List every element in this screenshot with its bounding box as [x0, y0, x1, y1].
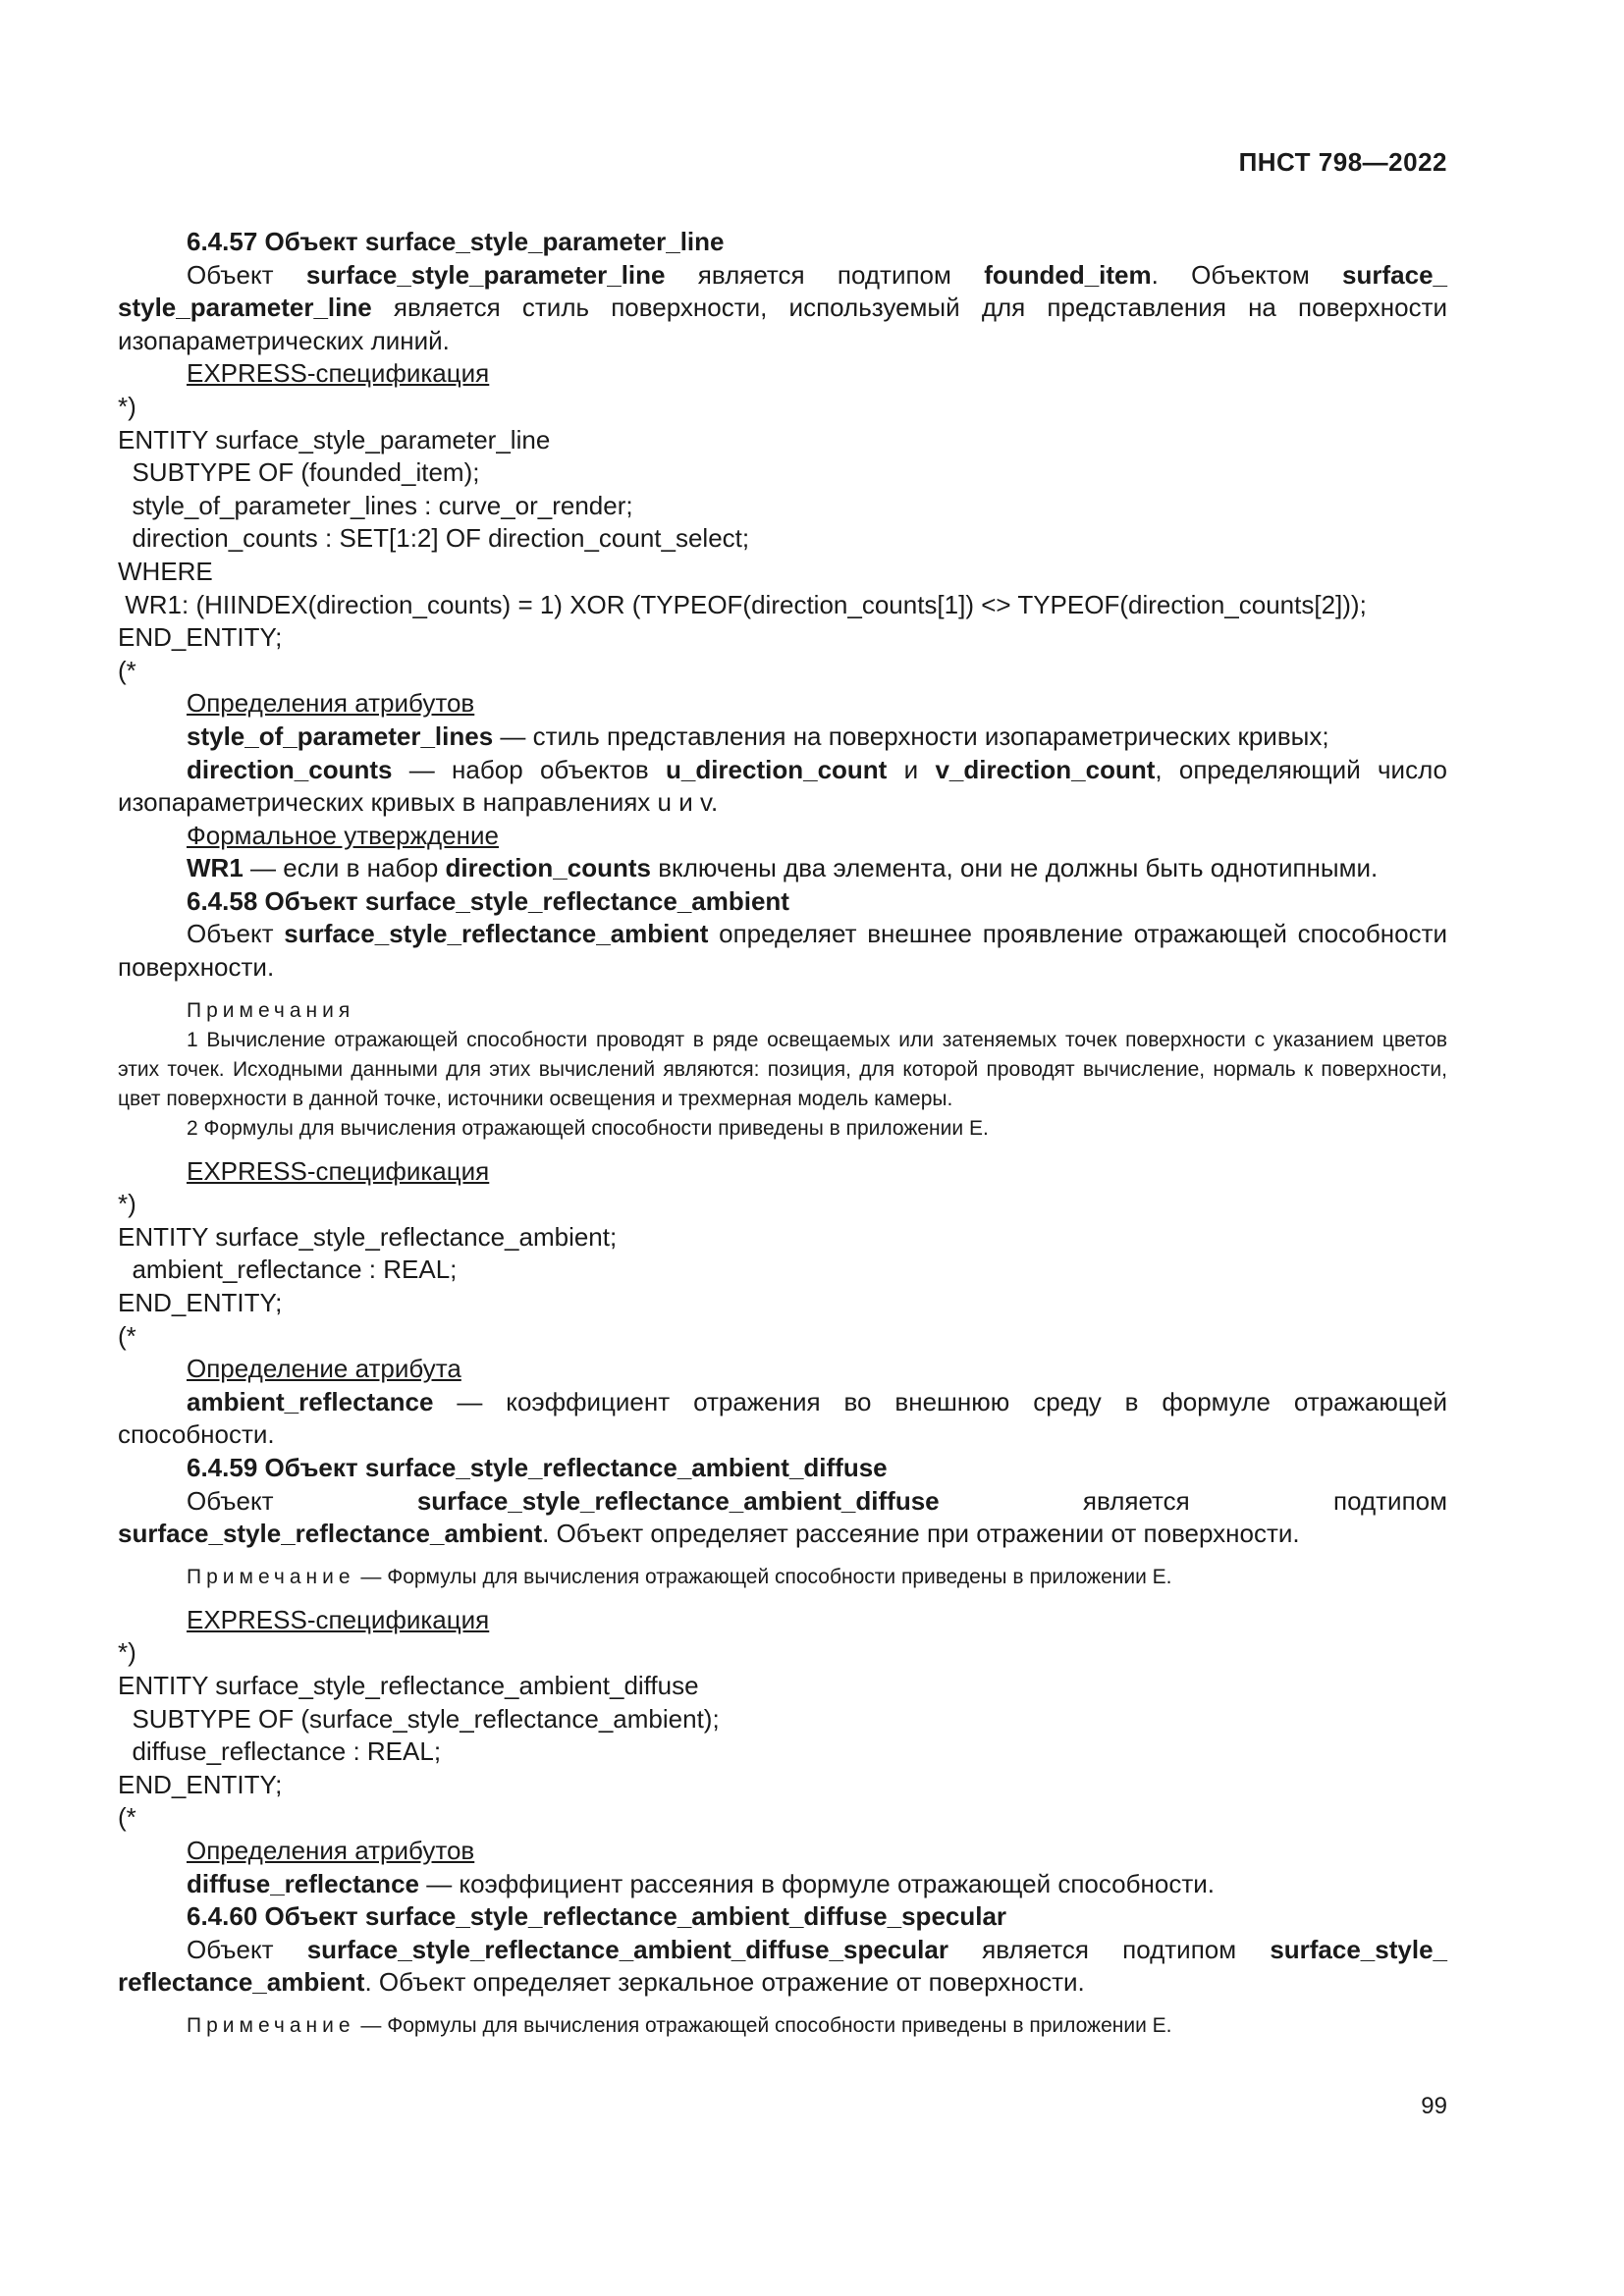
code-line: *) — [118, 1189, 136, 1219]
attribute-label: Определение атрибута — [187, 1354, 461, 1384]
note-line: Примечание — Формулы для вычисления отражающей способности приведены в приложении Е. — [187, 1565, 1172, 1588]
section-title-6-4-58: 6.4.58 Объект surface_style_reflectance_ambient — [187, 885, 789, 916]
code-line: END_ENTITY; — [118, 622, 283, 653]
code-block-6-4-59 — [118, 1636, 1447, 1835]
page-body — [118, 226, 1447, 2041]
code-line: *) — [118, 391, 136, 421]
notes-label: Примечания — [187, 998, 355, 1022]
code-line: ENTITY surface_style_parameter_line — [118, 424, 551, 454]
code-line: style_of_parameter_lines : curve_or_render; — [118, 490, 633, 520]
code-block-6-4-57 — [118, 391, 1447, 687]
code-line: SUBTYPE OF (founded_item); — [118, 457, 480, 488]
attributes-label: Определения атрибутов — [187, 1835, 475, 1865]
standard-designation: ПНСТ 798—2022 — [1238, 147, 1447, 177]
formal-proposition-label: Формальное утверждение — [187, 820, 499, 850]
code-line: ENTITY surface_style_reflectance_ambient; — [118, 1221, 618, 1252]
section-title-6-4-60: 6.4.60 Объект surface_style_reflectance_ambient_diffuse_specular — [187, 1901, 1007, 1932]
attribute-definition: direction_counts — набор объектов u_direction_count и v_direction_count, определяющий число изопараметрических кривых в направлениях u и v. — [118, 754, 1447, 818]
code-line: diffuse_reflectance : REAL; — [118, 1736, 442, 1767]
section-title-6-4-57: 6.4.57 Объект surface_style_parameter_line — [187, 227, 725, 256]
code-line: END_ENTITY; — [118, 1769, 283, 1799]
code-line: direction_counts : SET[1:2] OF direction_count_select; — [118, 523, 750, 554]
express-label: EXPRESS-спецификация — [187, 1604, 490, 1634]
attributes-label: Определения атрибутов — [187, 688, 475, 719]
code-line: SUBTYPE OF (surface_style_reflectance_ambient); — [118, 1703, 720, 1734]
express-label: EXPRESS-спецификация — [187, 1155, 490, 1186]
code-line: END_ENTITY; — [118, 1288, 283, 1318]
section-title-6-4-59: 6.4.59 Объект surface_style_reflectance_ambient_diffuse — [187, 1453, 888, 1482]
code-line: (* — [118, 1320, 136, 1351]
paragraph-6-4-60-intro: Объект surface_style_reflectance_ambient_diffuse_specular является подтипом surface_style_ reflectance_ambient. Объект определяет зеркальное отражение от поверхности. — [118, 1934, 1447, 1998]
attribute-definition: diffuse_reflectance — коэффициент рассеяния в формуле отражающей способности. — [187, 1868, 1215, 1898]
paragraph-6-4-59-intro: Объект surface_style_reflectance_ambient_diffuse является подтипом surface_style_reflectance_ambient. Объект определяет рассеяние при отражении от поверхности. — [118, 1485, 1447, 1549]
code-line: ENTITY surface_style_reflectance_ambient_diffuse — [118, 1670, 699, 1700]
note-text: 1 Вычисление отражающей способности проводят в ряде освещаемых или затеняемых точек поверхности с указанием цветов этих точек. Исходными данными для этих вычислений являются: позиция, для которой проводят вычисление, нормаль к поверхности, цвет поверхности в данной точке, источники освещения и трехмерная модель камеры. — [118, 1028, 1447, 1110]
code-line: WHERE — [118, 556, 213, 586]
code-line: (* — [118, 1802, 136, 1833]
paragraph-6-4-57-intro: Объект surface_style_parameter_line является подтипом founded_item. Объектом surface_ style_parameter_line является стиль поверхности, используемый для представления на поверхности изопараметрических линий. — [118, 259, 1447, 355]
page-number: 99 — [1421, 2093, 1447, 2119]
code-block-6-4-58 — [118, 1188, 1447, 1353]
code-line: *) — [118, 1637, 136, 1668]
code-line: (* — [118, 655, 136, 685]
attribute-definition: ambient_reflectance — коэффициент отражения во внешнюю среду в формуле отражающей способности. — [118, 1386, 1447, 1450]
code-line: ambient_reflectance : REAL; — [118, 1255, 458, 1285]
formal-proposition: WR1 — если в набор direction_counts включены два элемента, они не должны быть однотипными. — [187, 853, 1379, 883]
express-label: EXPRESS-спецификация — [187, 358, 490, 389]
code-line: WR1: (HIINDEX(direction_counts) = 1) XOR (TYPEOF(direction_counts[1]) <> TYPEOF(direction_counts[2])); — [118, 589, 1367, 619]
note-line: Примечание — Формулы для вычисления отражающей способности приведены в приложении Е. — [187, 2013, 1172, 2037]
attribute-definition: style_of_parameter_lines — стиль представления на поверхности изопараметрических кривых; — [187, 721, 1329, 751]
paragraph-6-4-58-intro: Объект surface_style_reflectance_ambient определяет внешнее проявление отражающей способности поверхности. — [118, 919, 1447, 983]
note-text: 2 Формулы для вычисления отражающей способности приведены в приложении Е. — [187, 1116, 989, 1140]
